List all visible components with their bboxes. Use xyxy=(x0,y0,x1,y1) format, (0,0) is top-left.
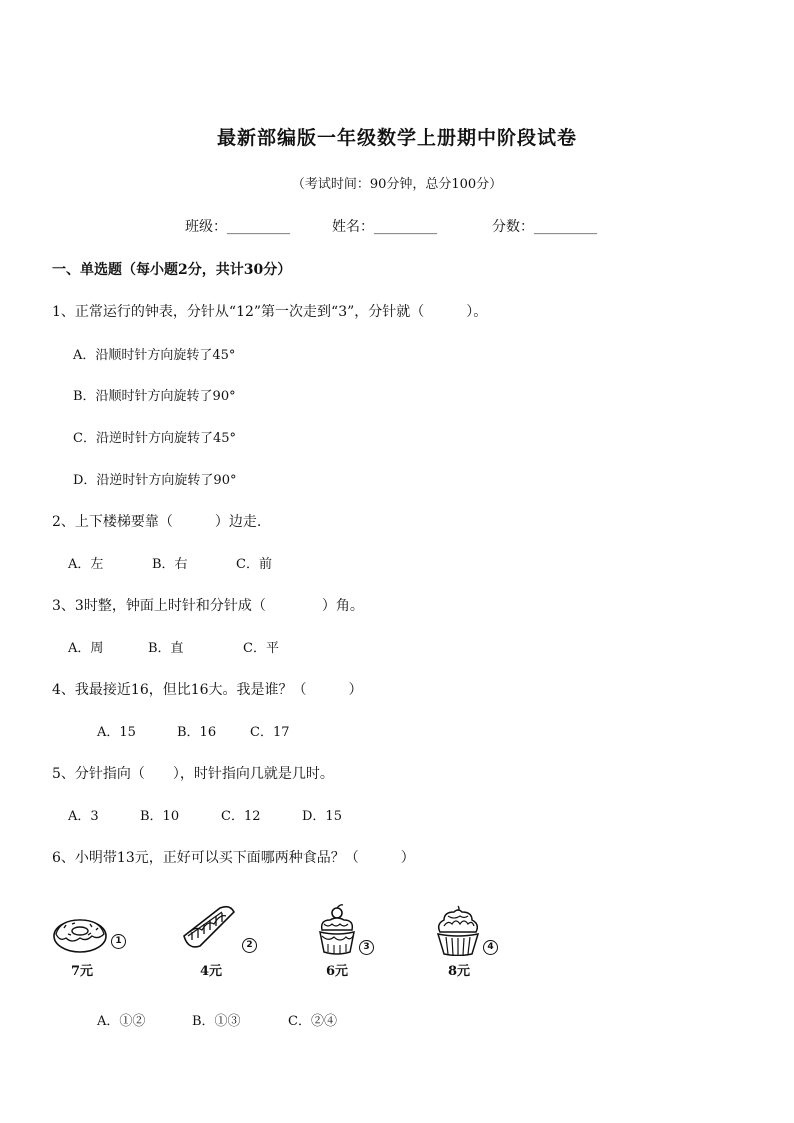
food-price-2: 4元 xyxy=(200,964,223,979)
q2-option-c[interactable]: C．前 xyxy=(236,557,272,572)
cupcake-icon xyxy=(434,904,482,956)
cherry-cake-icon xyxy=(316,904,358,956)
q1-option-d[interactable]: D．沿逆时针方向旋转了90° xyxy=(73,473,237,488)
q4-option-c[interactable]: C．17 xyxy=(250,725,290,740)
q2-option-b[interactable]: B．右 xyxy=(152,557,188,572)
q1-option-a[interactable]: A．沿顺时针方向旋转了45° xyxy=(73,348,236,363)
food-price-3: 6元 xyxy=(326,964,349,979)
section-heading: 一、单选题（每小题2分，共计30分） xyxy=(52,262,292,278)
food-number-3: 3 xyxy=(359,940,374,955)
q6-option-c[interactable]: C．②④ xyxy=(288,1014,337,1029)
question-1: 1、正常运行的钟表，分针从“12”第一次走到“3”，分针就（ ）。 xyxy=(52,304,488,320)
q5-option-c[interactable]: C．12 xyxy=(221,809,261,824)
q4-option-a[interactable]: A．15 xyxy=(97,725,136,740)
food-number-2: 2 xyxy=(242,938,257,953)
q5-option-a[interactable]: A．3 xyxy=(68,809,99,824)
food-price-1: 7元 xyxy=(71,964,94,979)
question-2: 2、上下楼梯要靠（ ）边走. xyxy=(52,514,262,530)
donut-icon xyxy=(52,914,108,954)
name-field[interactable]: 姓名：_________ xyxy=(332,219,437,235)
food-price-4: 8元 xyxy=(448,964,471,979)
q6-option-a[interactable]: A．①② xyxy=(97,1014,146,1029)
q3-option-b[interactable]: B．直 xyxy=(148,641,184,656)
q4-option-b[interactable]: B．16 xyxy=(177,725,217,740)
q2-option-a[interactable]: A．左 xyxy=(68,557,104,572)
q5-option-b[interactable]: B．10 xyxy=(140,809,180,824)
q3-option-a[interactable]: A．周 xyxy=(68,641,104,656)
q1-option-c[interactable]: C．沿逆时针方向旋转了45° xyxy=(73,431,236,446)
question-3: 3、3时整，钟面上时针和分针成（ ）角。 xyxy=(52,598,364,614)
question-5: 5、分针指向（ ），时针指向几就是几时。 xyxy=(52,766,334,782)
class-field[interactable]: 班级：_________ xyxy=(185,219,290,235)
bread-icon xyxy=(180,902,240,952)
q6-option-b[interactable]: B．①③ xyxy=(192,1014,241,1029)
question-6: 6、小明带13元，正好可以买下面哪两种食品？（ ） xyxy=(52,850,415,866)
q5-option-d[interactable]: D．15 xyxy=(302,809,342,824)
page-title: 最新部编版一年级数学上册期中阶段试卷 xyxy=(216,127,577,149)
q3-option-c[interactable]: C．平 xyxy=(243,641,279,656)
food-number-1: 1 xyxy=(111,934,126,949)
exam-info: （考试时间：90分钟，总分100分） xyxy=(291,177,503,192)
question-4: 4、我最接近16，但比16大。我是谁？（ ） xyxy=(52,682,363,698)
food-number-4: 4 xyxy=(483,940,498,955)
score-field[interactable]: 分数：_________ xyxy=(492,219,597,235)
q1-option-b[interactable]: B．沿顺时针方向旋转了90° xyxy=(73,389,236,404)
